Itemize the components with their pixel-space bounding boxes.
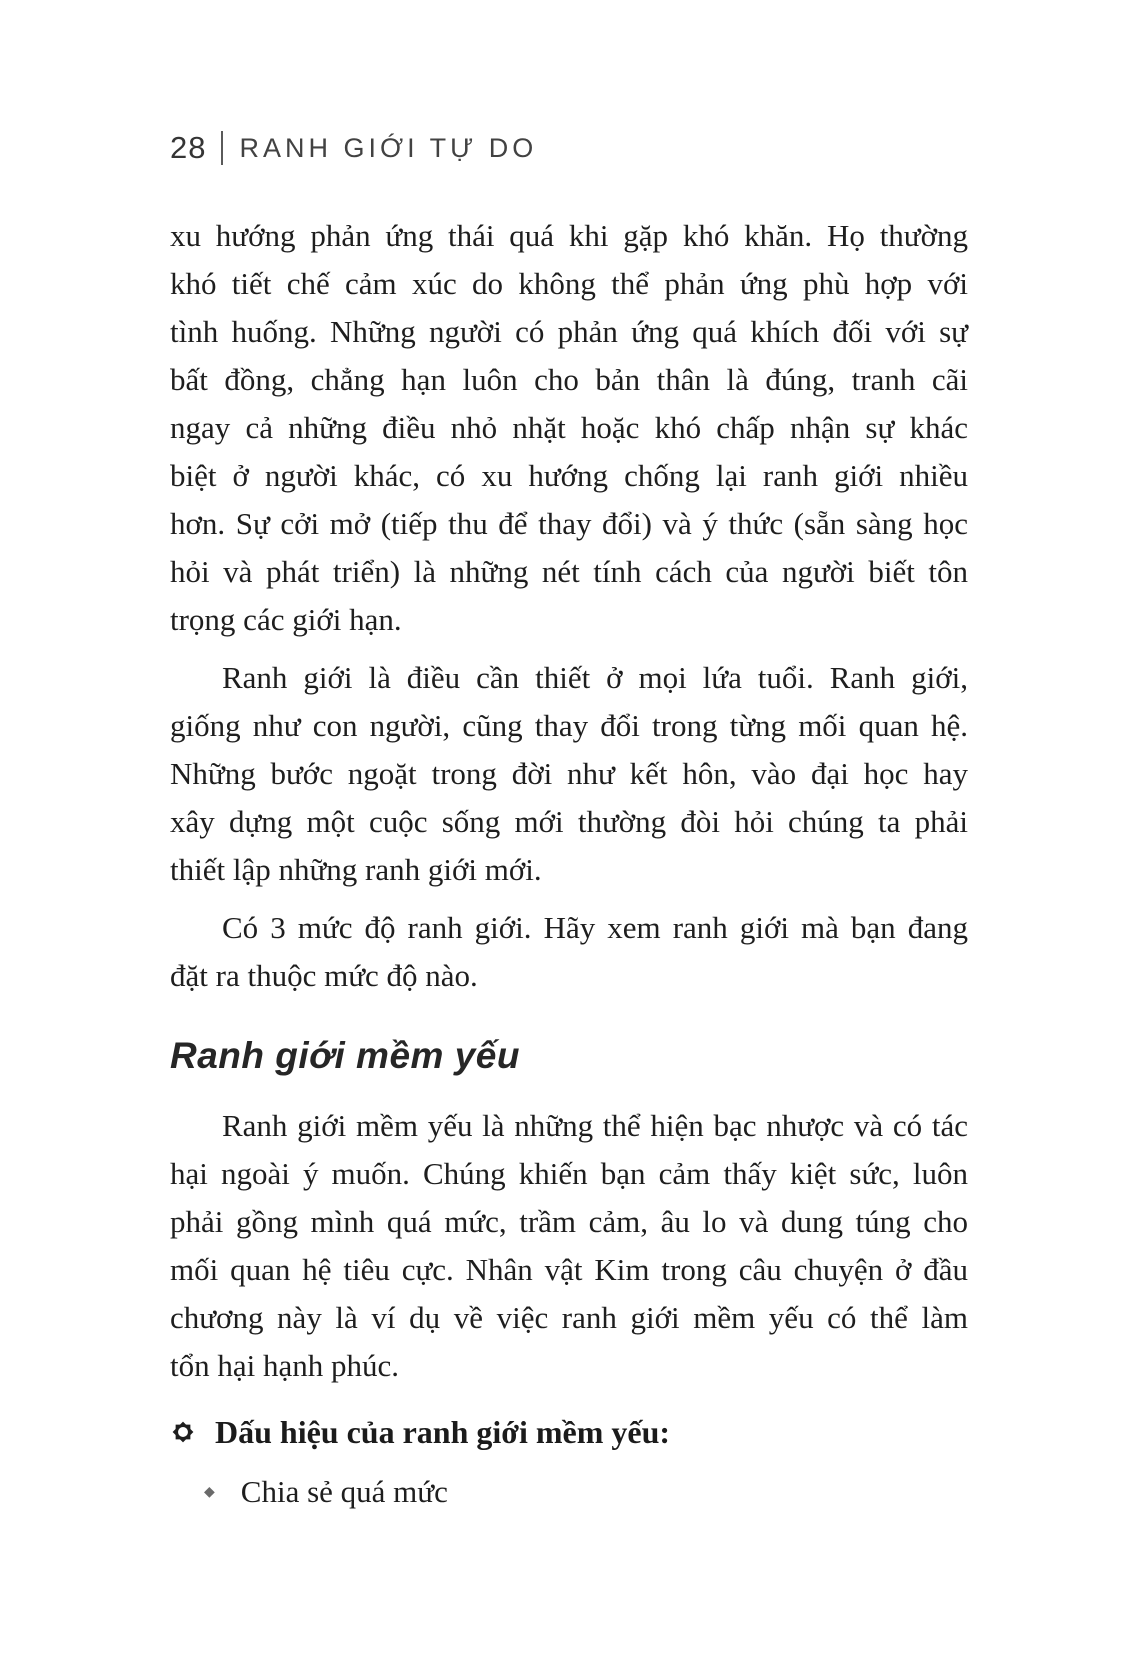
text-line: xây dựng một cuộc sống mới thường đòi hỏi chúng ta phải <box>170 804 968 839</box>
text-line: mối quan hệ tiêu cực. Nhân vật Kim trong câu chuyện ở đầu <box>170 1252 968 1287</box>
paragraph <box>170 904 968 1000</box>
text-line: tình huống. Những người có phản ứng quá khích đối với sự <box>170 314 968 349</box>
text-line: phải gồng mình quá mức, trầm cảm, âu lo và dung túng cho <box>170 1204 968 1239</box>
text-line: biệt ở người khác, có xu hướng chống lại ranh giới nhiều <box>170 458 968 493</box>
text-line: Ranh giới mềm yếu là những thể hiện bạc nhược và có tác <box>222 1108 968 1143</box>
text-line: Những bước ngoặt trong đời như kết hôn, vào đại học hay <box>170 756 968 791</box>
section-heading: Ranh giới mềm yếu <box>170 1035 520 1076</box>
header-divider <box>221 131 223 165</box>
text-line: thiết lập những ranh giới mới. <box>170 852 542 887</box>
text-line: xu hướng phản ứng thái quá khi gặp khó khăn. Họ thường <box>170 218 968 253</box>
text-line: bất đồng, chẳng hạn luôn cho bản thân là đúng, tranh cãi <box>170 362 968 397</box>
text-line: tổn hại hạnh phúc. <box>170 1348 400 1383</box>
text-line: hỏi và phát triển) là những nét tính cách của người biết tôn <box>170 554 968 589</box>
text-line: ngay cả những điều nhỏ nhặt hoặc khó chấp nhận sự khác <box>170 410 968 445</box>
paragraph <box>170 1102 968 1390</box>
text-line: Ranh giới là điều cần thiết ở mọi lứa tuổi. Ranh giới, <box>222 660 968 695</box>
text-line: hơn. Sự cởi mở (tiếp thu để thay đổi) và ý thức (sẵn sàng học <box>170 506 968 541</box>
diamond-bullet-icon: ◆ <box>204 1484 215 1500</box>
text-line: đặt ra thuộc mức độ nào. <box>170 958 478 993</box>
text-line: chương này là ví dụ về việc ranh giới mềm yếu có thể làm <box>170 1300 968 1335</box>
text-line: khó tiết chế cảm xúc do không thể phản ứng phù hợp với <box>170 266 968 301</box>
running-title: RANH GIỚI TỰ DO <box>239 132 538 163</box>
paragraph <box>170 212 968 644</box>
list-item <box>204 1468 968 1516</box>
text-line: hại ngoài ý muốn. Chúng khiến bạn cảm thấy kiệt sức, luôn <box>170 1156 968 1191</box>
page-header <box>170 130 537 166</box>
marker-heading-label: Dấu hiệu của ranh giới mềm yếu: <box>215 1414 671 1450</box>
text-line: Có 3 mức độ ranh giới. Hãy xem ranh giới mà bạn đang <box>222 910 968 945</box>
page-number: 28 <box>170 130 207 165</box>
paragraph <box>170 654 968 894</box>
marker-heading <box>170 1408 968 1456</box>
text-line: trọng các giới hạn. <box>170 602 402 637</box>
eight-point-star-icon <box>170 1419 196 1445</box>
text-line: giống như con người, cũng thay đổi trong từng mối quan hệ. <box>170 708 968 743</box>
page-content <box>170 212 968 1516</box>
list-item-label: Chia sẻ quá mức <box>240 1474 448 1509</box>
